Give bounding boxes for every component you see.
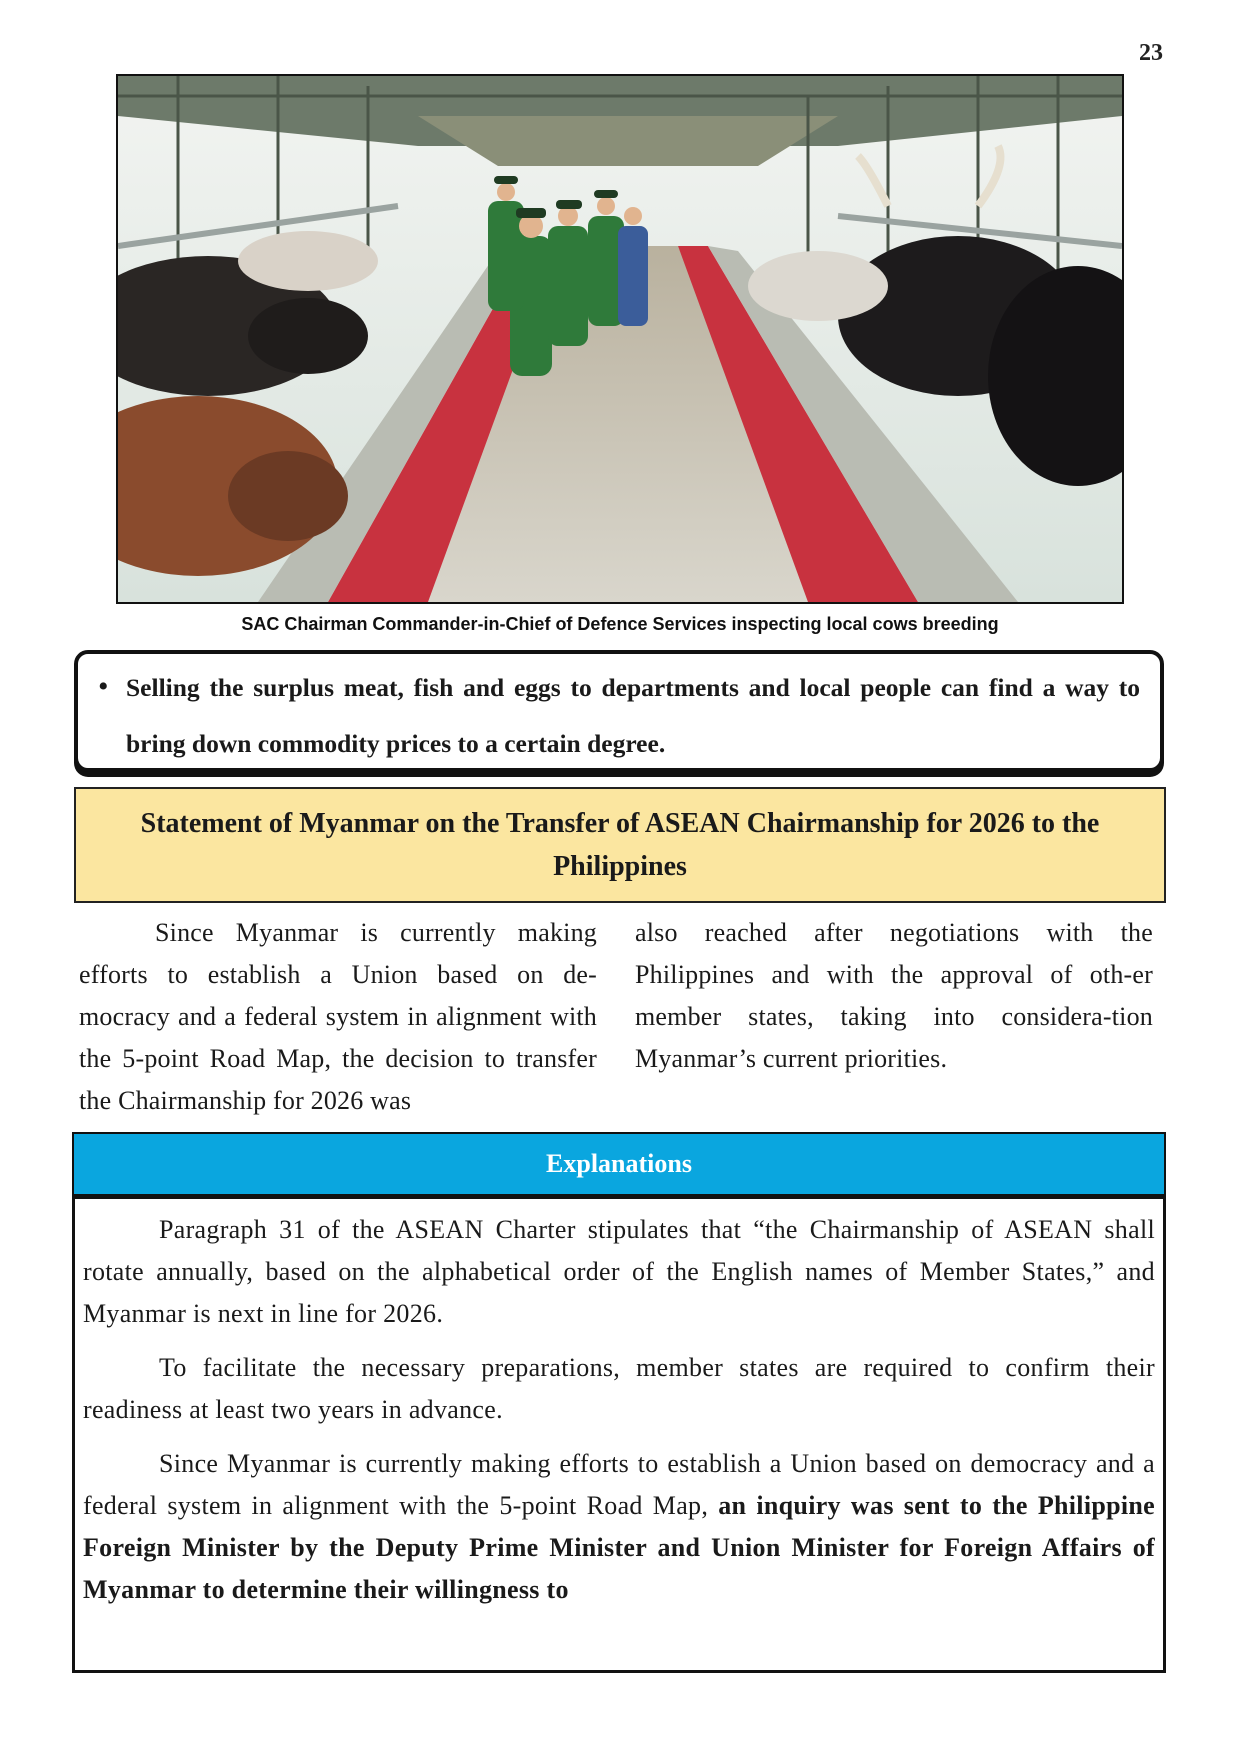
statement-column-right [635,912,1153,1122]
statement-paragraph-part2: also reached after negotiations with the Philippines and with the approval of oth-er member states, taking into considera-tion Myanmar’s current priorities. [635,918,1153,1073]
callout-text: Selling the surplus meat, fish and eggs to departments and local people can find a way to bring down commodity prices to a certain degree. [126,673,1140,758]
explanations-box [72,1196,1166,1673]
photo-cow-farm-inspection [116,74,1124,604]
highlight-callout [74,650,1164,772]
explanation-paragraph-3-bold: an inquiry was sent to the Philippine Foreign Minister by the Deputy Prime Minister and Union Minister for Foreign Affairs of Myanmar to determine their willingness to [83,1491,1156,1604]
photo-caption: SAC Chairman Commander-in-Chief of Defence Services inspecting local cows breeding [241,614,999,634]
explanation-paragraph-1: Paragraph 31 of the ASEAN Charter stipulates that “the Chairmanship of ASEAN shall rotate annually, based on the alphabetical order of the English names of Member States,” and Myanmar is next in line for 2026. [83,1215,1155,1328]
statement-column-left [79,912,597,1122]
statement-paragraph-part1: Since Myanmar is currently making efforts to establish a Union based on de-mocracy and a federal system in alignment with the 5-point Road Map, the decision to transfer the Chairmanship for 2026 was [79,918,597,1115]
explanation-paragraph-3 [83,1443,1155,1611]
statement-title: Statement of Myanmar on the Transfer of ASEAN Chairmanship for 2026 to the Philippines [74,787,1166,903]
statement-body [79,912,1153,1122]
bullet-icon: • [98,670,109,703]
page-number: 23 [1139,40,1163,66]
explanation-paragraph-2: To facilitate the necessary preparations, member states are required to confirm their readiness at least two years in advance. [83,1353,1155,1424]
explanations-header: Explanations [72,1132,1166,1196]
photo-illustration [118,76,1122,602]
explanation-paragraph-3-plain: Since Myanmar is currently making efforts to establish a Union based on democracy and a federal system in alignment with the 5-point Road Map, [83,1449,1155,1520]
